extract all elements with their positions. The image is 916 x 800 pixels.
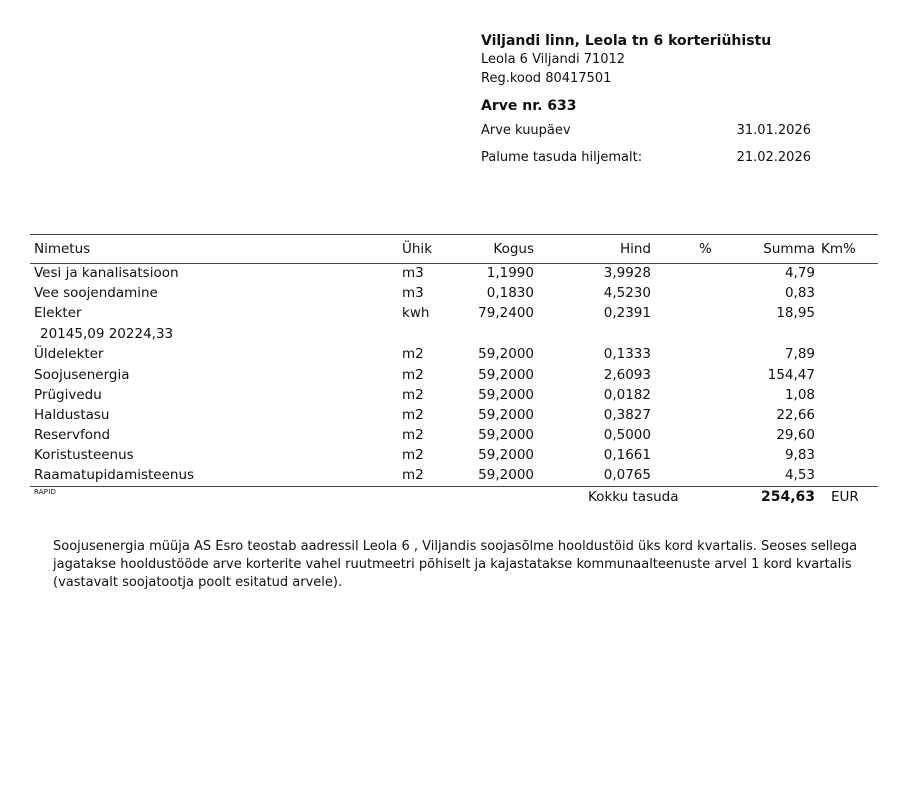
row-unit: m2	[402, 467, 424, 483]
row-name: Prügivedu	[34, 387, 102, 403]
table-header	[30, 239, 878, 259]
row-qty: 59,2000	[478, 407, 534, 423]
row-sum: 9,83	[784, 447, 815, 463]
header-qty: Kogus	[493, 241, 534, 257]
total-currency: EUR	[831, 489, 859, 505]
total-label: Kokku tasuda	[588, 489, 679, 505]
row-price: 0,0182	[603, 387, 651, 403]
row-sum: 154,47	[767, 367, 815, 383]
row-qty: 0,1830	[486, 285, 534, 301]
row-qty: 59,2000	[478, 387, 534, 403]
row-unit: m2	[402, 346, 424, 362]
table-row	[30, 445, 878, 465]
row-sum: 4,53	[784, 467, 815, 483]
due-date-value: 21.02.2026	[736, 150, 811, 165]
row-price: 0,2391	[603, 305, 651, 321]
table-row	[30, 425, 878, 445]
row-price: 4,5230	[603, 285, 651, 301]
row-qty: 59,2000	[478, 447, 534, 463]
row-price: 0,5000	[603, 427, 651, 443]
row-unit: m2	[402, 427, 424, 443]
table-row	[30, 465, 878, 485]
row-name: Raamatupidamisteenus	[34, 467, 195, 483]
row-unit: m2	[402, 447, 424, 463]
header-unit: Ühik	[402, 241, 433, 257]
row-price: 0,3827	[603, 407, 651, 423]
due-date-row	[481, 150, 811, 165]
row-price: 0,0765	[603, 467, 651, 483]
table-row	[30, 344, 878, 364]
row-sum: 22,66	[776, 407, 815, 423]
row-qty: 79,2400	[478, 305, 534, 321]
row-price: 3,9928	[603, 265, 651, 281]
row-unit: kwh	[402, 305, 430, 321]
row-unit: m3	[402, 265, 424, 281]
row-name: Elekter	[34, 305, 82, 321]
row-unit: m2	[402, 387, 424, 403]
company-address: Leola 6 Viljandi 71012	[481, 52, 626, 67]
header-name: Nimetus	[34, 241, 91, 257]
table-row	[30, 303, 878, 323]
meter-readings: 20145,09 20224,33	[40, 326, 174, 342]
row-name: Koristusteenus	[34, 447, 134, 463]
row-unit: m2	[402, 407, 424, 423]
row-name: Haldustasu	[34, 407, 110, 423]
row-sum: 1,08	[784, 387, 815, 403]
row-name: Reservfond	[34, 427, 111, 443]
table-row	[30, 385, 878, 405]
note-paragraph: Soojusenergia müüja AS Esro teostab aadressil Leola 6 , Viljandis soojasõlme hooldustöid üks kord kvartalis. Seoses sellega jagatakse hooldustööde arve korterite vahel ruutmeetri põhiselt ja kajastatakse kommunaalteenuste arvel 1 kord kvartalis (vastavalt soojatootja poolt esitatud arvele).	[53, 539, 858, 590]
company-name: Viljandi linn, Leola tn 6 korteriühistu	[481, 33, 772, 49]
invoice-date-value: 31.01.2026	[736, 123, 811, 138]
header-pct: %	[699, 241, 712, 257]
row-qty: 1,1990	[486, 265, 534, 281]
row-qty: 59,2000	[478, 346, 534, 362]
header-price: Hind	[619, 241, 651, 257]
header-vat: Km%	[821, 241, 856, 257]
table-row	[30, 405, 878, 425]
row-price: 0,1333	[603, 346, 651, 362]
invoice-number: Arve nr. 633	[481, 98, 577, 114]
row-sum: 7,89	[784, 346, 815, 362]
row-name: Vee soojendamine	[34, 285, 158, 301]
row-unit: m2	[402, 367, 424, 383]
row-sum: 0,83	[784, 285, 815, 301]
table-row	[30, 283, 878, 303]
row-name: Soojusenergia	[34, 367, 130, 383]
row-qty: 59,2000	[478, 427, 534, 443]
table-bottom-rule	[30, 486, 878, 487]
rapid-mark: RAPID	[34, 488, 57, 496]
total-value: 254,63	[760, 489, 815, 505]
row-name: Vesi ja kanalisatsioon	[34, 265, 179, 281]
due-date-label: Palume tasuda hiljemalt:	[481, 150, 643, 165]
row-price: 2,6093	[603, 367, 651, 383]
row-sum: 4,79	[784, 265, 815, 281]
table-top-rule	[30, 234, 878, 235]
header-sum: Summa	[763, 241, 815, 257]
row-sum: 18,95	[776, 305, 815, 321]
row-price: 0,1661	[603, 447, 651, 463]
row-name: Üldelekter	[34, 346, 104, 362]
company-reg-code: Reg.kood 80417501	[481, 71, 612, 86]
table-row	[30, 365, 878, 385]
table-row	[30, 263, 878, 283]
table-subrow-meter-readings	[30, 324, 878, 344]
row-unit: m3	[402, 285, 424, 301]
row-sum: 29,60	[776, 427, 815, 443]
row-qty: 59,2000	[478, 367, 534, 383]
invoice-date-row	[481, 123, 811, 138]
row-qty: 59,2000	[478, 467, 534, 483]
invoice-date-label: Arve kuupäev	[481, 123, 571, 138]
company-block	[481, 33, 771, 88]
